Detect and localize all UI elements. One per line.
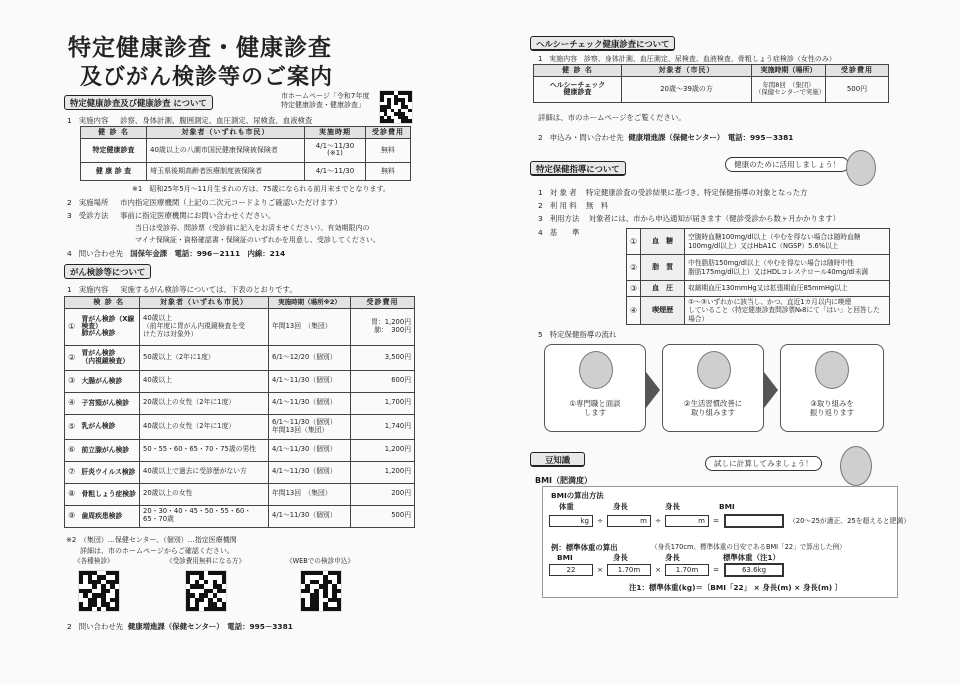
note-1: ※1 昭和25年5月～11月生まれの方は、75歳になられる前月末までとなります。	[132, 185, 390, 193]
page-title-line2: 及びがん検診等のご案内	[80, 65, 334, 90]
qr-code-web-application[interactable]	[300, 570, 342, 612]
table-header-row	[534, 65, 889, 77]
r2-item2	[538, 201, 608, 210]
bmi-result-box[interactable]	[724, 514, 784, 528]
ex-height-box-2: 1.70m	[665, 564, 709, 576]
flow-step-2	[662, 344, 764, 432]
cell-no: ⑤	[65, 414, 79, 439]
cell-fee: 1,200円	[351, 461, 415, 483]
cell-no: ⑦	[65, 461, 79, 483]
cell-period: 6/1～11/30（個別） 年間13回（集団）	[269, 414, 351, 439]
section-heading-trivia: 豆知識	[530, 452, 585, 467]
table-row	[65, 505, 415, 527]
s1-item4	[67, 249, 285, 258]
mascot-icon	[579, 351, 613, 389]
flow-arrow-icon	[764, 372, 778, 408]
cell-no: ⑥	[65, 439, 79, 461]
s2-item1-num: 1	[67, 285, 72, 294]
table-row	[534, 76, 889, 102]
r2-item2-text: 無 料	[586, 201, 609, 210]
right-page	[480, 0, 960, 684]
s1-item2-num: 2	[67, 198, 72, 207]
weight-input[interactable]: kg	[549, 515, 593, 527]
criteria-row	[627, 297, 890, 325]
ex-op-1: ×	[597, 565, 604, 574]
cell-no: ⑧	[65, 483, 79, 505]
s1-item2	[67, 198, 342, 207]
r1-item1-text: 診察、身体計測、血圧測定、尿検査、血液検査、骨粗しょう症検診（女性のみ）	[583, 55, 836, 63]
r2-item4	[538, 228, 579, 237]
criteria-row	[627, 281, 890, 297]
cell-period: 4/1～11/30（個別）	[269, 392, 351, 414]
r2-item2-label: 利 用 料	[549, 201, 577, 210]
r1-item2	[538, 133, 793, 142]
s2-item1	[67, 285, 297, 294]
lbl-weight: 体重	[559, 502, 574, 511]
table-row	[65, 392, 415, 414]
criteria-name: 喫煙歴	[641, 297, 685, 325]
qr-label-1: 《各種検診》	[74, 557, 114, 565]
criteria-row	[627, 229, 890, 255]
table-row	[65, 483, 415, 505]
s1-item3-text3: マイナ保険証・資格確認書・保険証のいずれかを用意し、受診してください。	[135, 236, 380, 244]
example-note: （身長170cm、標準体重の目安であるBMI「22」で算出した例）	[651, 543, 846, 551]
table-row	[65, 370, 415, 392]
example-title: 例：標準体重の算出	[551, 543, 618, 552]
criteria-table	[626, 228, 890, 325]
s2-item2	[67, 622, 293, 631]
cell-name: 胃がん検診（X線検査） 肺がん検診	[79, 308, 140, 345]
tokutei-table	[80, 126, 411, 181]
table-row	[81, 138, 411, 162]
cell-period: 6/1～12/20（個別）	[269, 345, 351, 370]
cancer-table	[64, 296, 415, 528]
s1-item4-label: 問い合わせ先	[78, 249, 124, 258]
height-input-1[interactable]: m	[607, 515, 651, 527]
r2-item5-num: 5	[538, 330, 543, 339]
ex-weight-box: 63.6kg	[724, 563, 784, 577]
cell-no: ③	[65, 370, 79, 392]
r2-item3-label: 利用方法	[549, 214, 580, 223]
criteria-name: 血 糖	[641, 229, 685, 255]
cell-target: 40歳以上で過去に受診歴がない方	[140, 461, 269, 483]
speech-bubble-guidance: 健康のために活用しましょう！	[725, 157, 849, 172]
criteria-name: 血 圧	[641, 281, 685, 297]
criteria-name: 脂 質	[641, 255, 685, 281]
qr-caption-1: 市ホームページ「令和7年度	[281, 92, 370, 100]
table-row	[81, 162, 411, 180]
cell-target: 40歳以上の八潮市国民健康保険被保険者	[147, 138, 305, 162]
section-heading-healthy-check: ヘルシーチェック健康診査について	[530, 36, 675, 51]
cell-no: ④	[65, 392, 79, 414]
cell-fee: 200円	[351, 483, 415, 505]
cell-name: 特定健康診査	[81, 138, 147, 162]
formula-note: 注1：標準体重(kg)＝〔BMI「22」 × 身長(m) × 身長(m) 〕	[629, 583, 843, 592]
qr-code-free-eligibility[interactable]	[185, 570, 227, 612]
cell-target: 40歳以上	[140, 370, 269, 392]
cell-fee: 3,500円	[351, 345, 415, 370]
cell-name: 乳がん検診	[79, 414, 140, 439]
mascot-icon	[840, 446, 872, 486]
bmi-note: （20～25が適正、25を超えると肥満）	[789, 517, 911, 525]
criteria-text: 空腹時血糖100mg/dl以上（やむを得ない場合は随時血糖 100mg/dl以上）又はHbA1C（NGSP）5.6%以上	[685, 229, 890, 255]
cell-period: 4/1～11/30（個別）	[269, 505, 351, 527]
cell-period: 年間8回 （集団） （保健センターで実施）	[752, 76, 826, 102]
lbl-height-2: 身長	[665, 502, 680, 511]
ex-op-2: ×	[655, 565, 662, 574]
mascot-icon	[697, 351, 731, 389]
r1-item2-text: 健康増進課（保健センター） 電話：995－3381	[628, 133, 794, 142]
cell-no: ②	[65, 345, 79, 370]
cell-fee: 1,200円	[351, 439, 415, 461]
criteria-text: 中性脂肪150mg/dl以上（やむを得ない場合は随時中性 脂肪175mg/dl以上）又はHDLコレステロール40mg/dl未満	[685, 255, 890, 281]
criteria-text: 収縮期血圧130mmHg又は拡張期血圧85mmHg以上	[685, 281, 890, 297]
cell-target: 20歳以上の女性	[140, 483, 269, 505]
r1-detail: 詳細は、市のホームページをご覧ください。	[538, 113, 686, 122]
s1-item2-label: 実施場所	[78, 198, 109, 207]
note-2b: 詳細は、市のホームページからご確認ください。	[80, 547, 234, 555]
r2-item4-label: 基 準	[549, 228, 580, 237]
th-fee: 受診費用	[826, 65, 889, 77]
cell-name: 胃がん検診 （内視鏡検査）	[79, 345, 140, 370]
criteria-text: ①～③いずれかに該当し、かつ、直近1カ月以内に喫煙 していること（特定健康診査問診票№8にて「はい」と回答した場合）	[685, 297, 890, 325]
cell-period: 4/1～11/30（個別）	[269, 439, 351, 461]
r2-item3-num: 3	[538, 214, 543, 223]
cell-fee: 1,740円	[351, 414, 415, 439]
mascot-icon	[815, 351, 849, 389]
r2-item1	[538, 188, 807, 197]
r2-item5-label: 特定保健指導の流れ	[549, 330, 617, 339]
flow-arrow-icon	[646, 372, 660, 408]
s1-item3-num: 3	[67, 211, 72, 220]
calc-title: BMIの算出方法	[551, 491, 604, 500]
cell-target: 20歳以上の女性（2年に1度）	[140, 392, 269, 414]
r2-item2-num: 2	[538, 201, 543, 210]
cell-fee: 無料	[366, 138, 411, 162]
th-name: 健 診 名	[81, 127, 147, 139]
flow-step-1-text: ①専門職と面談 します	[569, 399, 621, 418]
th-target: 対象者（市民）	[622, 65, 752, 77]
flow-step-3-text: ③取り組みを 振り返ります	[809, 399, 855, 418]
th-name: 検 診 名	[79, 297, 140, 309]
r2-item1-label: 対 象 者	[549, 188, 577, 197]
th-period: 実施時期	[305, 127, 366, 139]
criteria-no: ④	[627, 297, 641, 325]
s1-item3-label: 受診方法	[78, 211, 109, 220]
ex-lbl-std-weight: 標準体重（注1）	[723, 553, 780, 562]
flow-step-3	[780, 344, 884, 432]
th-fee: 受診費用	[351, 297, 415, 309]
th-period: 実施時期（場所※2）	[269, 297, 351, 309]
s2-item1-label: 実施内容	[78, 285, 109, 294]
s1-item3	[67, 211, 275, 220]
r2-item3	[538, 214, 840, 223]
healthy-check-table	[533, 64, 889, 103]
cell-name: 前立腺がん検診	[79, 439, 140, 461]
r1-item2-label: 申込み・問い合わせ先	[549, 133, 624, 142]
note-2: ※2 （集団）…保健センター、（個別）…指定医療機関	[66, 536, 237, 544]
s2-item2-text: 健康増進課（保健センター） 電話：995－3381	[127, 622, 293, 631]
cell-no: ①	[65, 308, 79, 345]
cell-period: 4/1～11/30	[305, 162, 366, 180]
r2-item1-text: 特定健康診査の受診結果に基づき、特定保健指導の対象となった方	[586, 188, 808, 197]
s1-item4-num: 4	[67, 249, 72, 258]
cell-fee: 500円	[826, 76, 889, 102]
table-row	[65, 414, 415, 439]
r2-item1-num: 1	[538, 188, 543, 197]
op-divide-1: ÷	[597, 516, 604, 525]
th-period: 実施時期（場所）	[752, 65, 826, 77]
qr-label-2: 《受診費用無料になる方》	[166, 557, 246, 565]
table-header-row	[81, 127, 411, 139]
r2-item3-text: 対象者には、市から申込通知が届きます（健診受診から数ヶ月かかります）	[588, 214, 841, 223]
criteria-no: ②	[627, 255, 641, 281]
cell-name: 子宮頸がん検診	[79, 392, 140, 414]
s2-item2-label: 問い合わせ先	[78, 622, 124, 631]
r2-item4-num: 4	[538, 228, 543, 237]
lbl-bmi: BMI	[719, 502, 735, 511]
s1-item2-text: 市内指定医療機関（上記の二次元コードよりご確認いただけます）	[120, 198, 342, 207]
flow-step-2-text: ②生活習慣改善に 取り組みます	[683, 399, 743, 418]
section-heading-guidance: 特定保健指導について	[530, 161, 626, 176]
cell-fee: 500円	[351, 505, 415, 527]
table-row	[65, 461, 415, 483]
cell-period: 4/1～11/30（個別）	[269, 461, 351, 483]
cell-fee: 胃：1,200円 肺： 300円	[351, 308, 415, 345]
criteria-no: ③	[627, 281, 641, 297]
s2-item1-text: 実施するがん検診等については、下表のとおりです。	[120, 285, 297, 294]
cell-period: 年間13回 （集団）	[269, 483, 351, 505]
cell-name: 肝炎ウイルス検診	[79, 461, 140, 483]
bmi-calc-panel	[542, 486, 911, 598]
s2-item2-num: 2	[67, 622, 72, 631]
mascot-icon	[846, 150, 876, 186]
cell-fee: 600円	[351, 370, 415, 392]
table-row	[65, 308, 415, 345]
cell-target: 50歳以上（2年に1度）	[140, 345, 269, 370]
section-heading-cancer: がん検診等について	[64, 264, 151, 279]
speech-bubble-calc: 試しに計算してみましょう！	[705, 456, 822, 471]
cell-target: 40歳以上 （前年度に胃がん内視鏡検査を受 けた方は対象外）	[140, 308, 269, 345]
table-header-row	[65, 297, 415, 309]
ex-height-box-1: 1.70m	[607, 564, 651, 576]
op-divide-2: ÷	[655, 516, 662, 525]
s1-item1-label: 実施内容	[78, 116, 109, 125]
qr-code-homepage[interactable]	[379, 90, 413, 124]
table-row	[65, 439, 415, 461]
cell-period: 年間13回 （集団）	[269, 308, 351, 345]
cell-target: 20・30・40・45・50・55・60・65・70歳	[140, 505, 269, 527]
qr-caption-2: 特定健康診査・健康診査」	[281, 101, 365, 109]
cell-target: 埼玉県後期高齢者医療制度被保険者	[147, 162, 305, 180]
section-heading-tokutei: 特定健康診査及び健康診査 について	[64, 95, 213, 110]
flow-step-1	[544, 344, 646, 432]
qr-label-3: 《WEBでの検診申込》	[286, 557, 354, 565]
cell-fee: 無料	[366, 162, 411, 180]
cell-name: 歯周疾患検診	[79, 505, 140, 527]
cell-name: 健 康 診 査	[81, 162, 147, 180]
th-fee: 受診費用	[366, 127, 411, 139]
th-name: 健 診 名	[534, 65, 622, 77]
op-equals: =	[713, 516, 720, 525]
height-input-2[interactable]: m	[665, 515, 709, 527]
th-target: 対象者（いずれも市民）	[140, 297, 269, 309]
cell-period: 4/1～11/30 (※1)	[305, 138, 366, 162]
s1-item1-num: 1	[67, 116, 72, 125]
bmi-title: BMI（肥満度）	[535, 476, 593, 485]
page-title-line1: 特定健康診査・健康診査	[68, 35, 332, 61]
qr-code-screenings[interactable]	[78, 570, 120, 612]
th-target: 対象者（いずれも市民）	[147, 127, 305, 139]
s1-item4-text: 国保年金課 電話：996－2111 内線：214	[130, 249, 286, 258]
ex-op-3: =	[713, 565, 720, 574]
ex-lbl-height-1: 身長	[613, 553, 628, 562]
cell-target: 50・55・60・65・70・75歳の男性	[140, 439, 269, 461]
s1-item1	[67, 116, 312, 125]
ex-lbl-height-2: 身長	[665, 553, 680, 562]
table-row	[65, 345, 415, 370]
cell-name: ヘルシーチェック 健康診査	[534, 76, 622, 102]
r1-item1	[538, 55, 836, 64]
lbl-height-1: 身長	[613, 502, 628, 511]
r1-item1-num: 1	[538, 55, 543, 63]
s1-item3-text1: 事前に指定医療機関にお問い合わせください。	[120, 211, 276, 220]
r1-item2-num: 2	[538, 133, 543, 142]
s1-item3-text2: 当日は受診券、問診票（受診前に記入をお済ませください）、有効期限内の	[135, 224, 370, 232]
ex-bmi-box: 22	[549, 564, 593, 576]
cell-period: 4/1～11/30（個別）	[269, 370, 351, 392]
r2-item5	[538, 330, 616, 339]
r1-item1-label: 実施内容	[549, 55, 578, 63]
cell-name: 大腸がん検診	[79, 370, 140, 392]
cell-name: 骨粗しょう症検診	[79, 483, 140, 505]
cell-target: 20歳～39歳の方	[622, 76, 752, 102]
ex-lbl-bmi: BMI	[557, 553, 573, 562]
cell-fee: 1,700円	[351, 392, 415, 414]
criteria-row	[627, 255, 890, 281]
cell-target: 40歳以上の女性（2年に1度）	[140, 414, 269, 439]
s1-item1-text: 診察、身体計測、腹囲測定、血圧測定、尿検査、血液検査	[120, 116, 313, 125]
criteria-no: ①	[627, 229, 641, 255]
cell-no: ⑨	[65, 505, 79, 527]
